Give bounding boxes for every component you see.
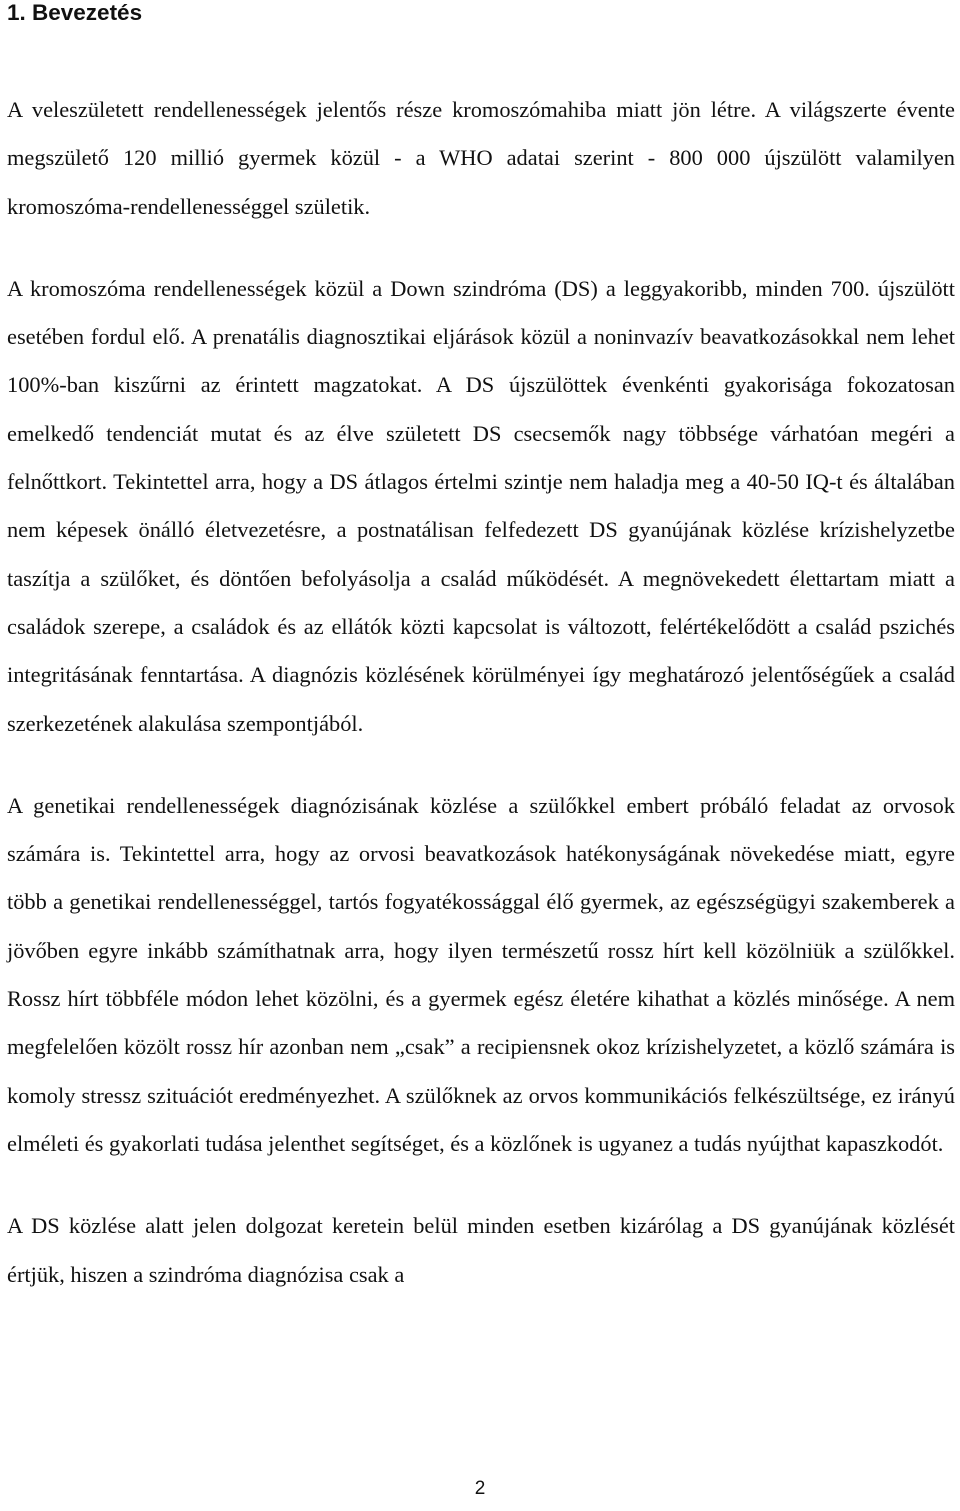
paragraph-intro: A veleszületett rendellenességek jelentős része kromoszómahiba miatt jön létre. A világszerte évente megszülető 120 millió gyermek közül - a WHO adatai szerint - 800 000 újszülött valamilyen kromoszóma-rendellenességgel születik. bbox=[7, 97, 955, 219]
paragraph-genetic-disclosure: A genetikai rendellenességek diagnózisának közlése a szülőkkel embert próbáló feladat az orvosok számára is. Tekintettel arra, hogy az orvosi beavatkozások hatékonyságának növekedése miatt, egyre több a genetikai rendellenességgel, tartós fogyatékossággal élő gyermek, az egészségügyi szakemberek a jövőben egyre inkább számíthatnak arra, hogy ilyen természetű rossz hírt kell közölniük a szülőkkel. Rossz hírt többféle módon lehet közölni, és a gyermek egész életére kihathat a közlés minősége. A nem megfelelően közölt rossz hír azonban nem „csak” a recipiensnek okoz krízishelyzetet, a közlő számára is komoly stressz szituációt eredményezhet. A szülőknek az orvos kommunikációs felkészültsége, ez irányú elméleti és gyakorlati tudása jelenthet segítséget, és a közlőnek is ugyanez a tudás nyújthat kapaszkodót. bbox=[7, 792, 955, 1156]
paragraph-down-syndrome: A kromoszóma rendellenességek közül a Down szindróma (DS) a leggyakoribb, minden 700. újszülött esetében fordul elő. A prenatális diagnosztikai eljárások közül a noninvazív beavatkozásokkal nem lehet 100%-ban kiszűrni az érintett magzatokat. A DS újszülöttek évenkénti gyakorisága fokozatosan emelkedő tendenciát mutat és az élve született DS csecsemők nagy többsége várhatóan megéri a felnőttkort. Tekintettel arra, hogy a DS átlagos értelmi szintje nem haladja meg a 40-50 IQ-t és általában nem képesek önálló életvezetésre, a postnatálisan felfedezett DS gyanújának közlése krízishelyzetbe taszítja a szülőket, és döntően befolyásolja a család működését. A megnövekedett élettartam miatt a családok szerepe, a családok és az ellátók közti kapcsolat is változott, felértékelődött a család pszichés integritásának fenntartása. A diagnózis közlésének körülményei így meghatározó jelentőségűek a család szerkezetének alakulása szempontjából. bbox=[7, 275, 955, 736]
document-page bbox=[7, 0, 955, 1299]
paragraph-ds-disclosure: A DS közlése alatt jelen dolgozat keretein belül minden esetben kizárólag a DS gyanújának közlését értjük, hiszen a szindróma diagnózisa csak a bbox=[7, 1213, 955, 1287]
section-heading: 1. Bevezetés bbox=[7, 0, 143, 25]
page-number: 2 bbox=[474, 1478, 486, 1499]
